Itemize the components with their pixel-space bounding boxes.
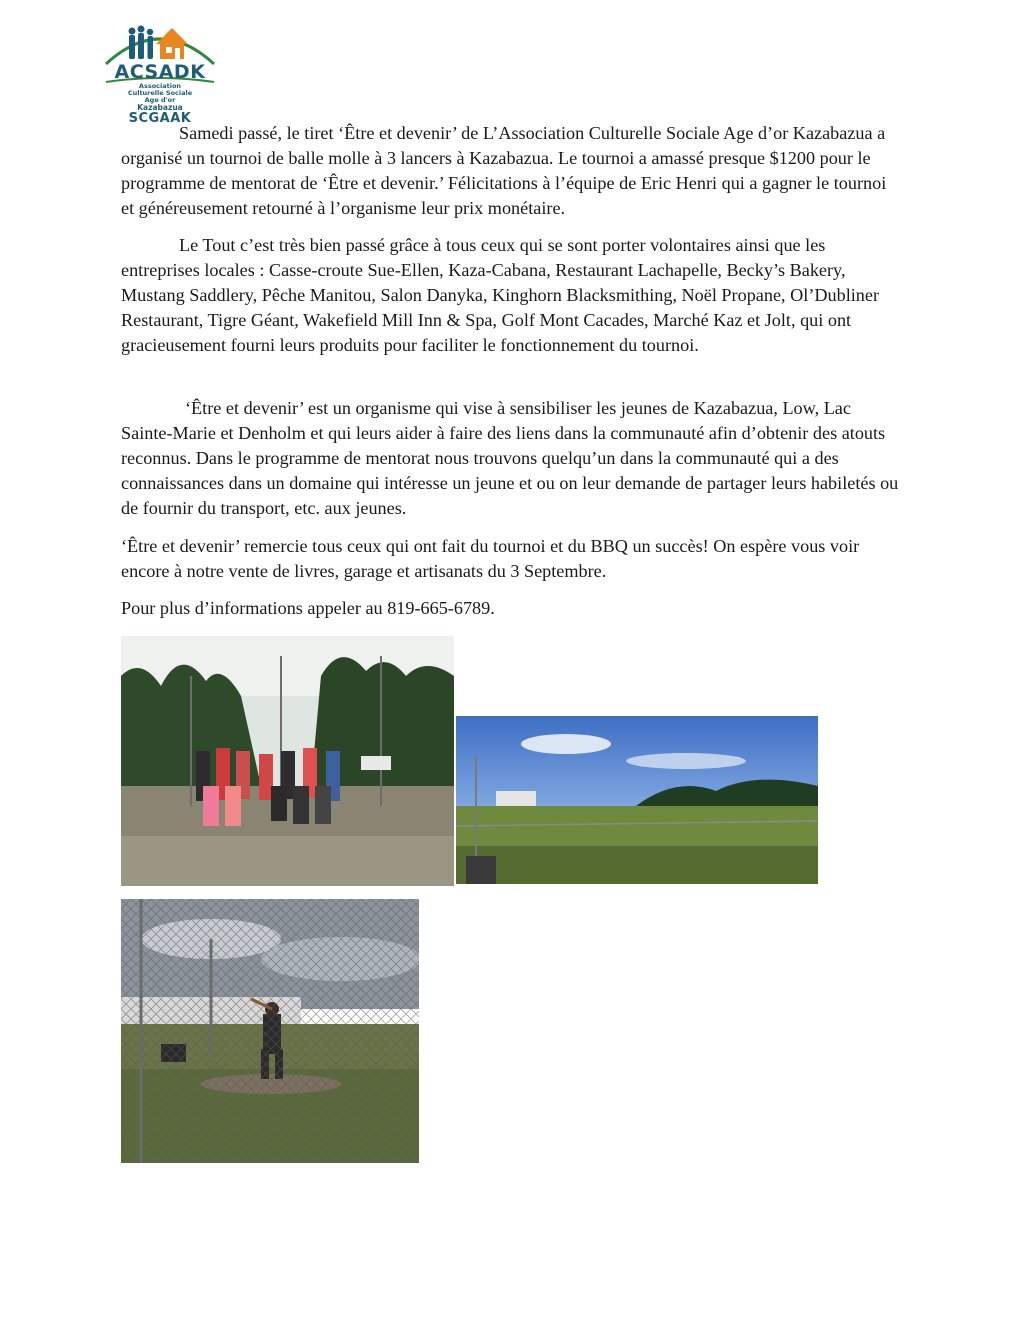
batter-photo bbox=[121, 899, 419, 1163]
logo-line: Association bbox=[138, 82, 182, 90]
logo-acronym: ACSADK bbox=[114, 61, 206, 83]
paragraph-organization bbox=[121, 396, 899, 521]
logo-line: Age d'or bbox=[144, 96, 176, 104]
field-panorama-image bbox=[456, 716, 818, 884]
organization-logo bbox=[100, 20, 220, 126]
paragraph-text: Le Tout c’est très bien passé grâce à tous ceux qui se sont porter volontaires ainsi que les entreprises locales : Casse-croute Sue-Ellen, Kaza-Cabana, Restaurant Lachapelle, Becky’s Bakery, Mustang Saddlery, Pêche Manitou, Salon Danyka, Kinghorn Blacksmithing, Noël Propane, Ol’Dubliner Restaurant, Tigre Géant, Wakefield Mill Inn & Spa, Golf Mont Cacades, Marché Kaz et Jolt, qui ont gracieusement fourni leurs produits pour faciliter le fonctionnement du tournoi. bbox=[121, 235, 880, 355]
team-photo-image bbox=[121, 636, 454, 886]
logo-line: Kazabazua bbox=[137, 103, 183, 112]
paragraph-sponsors bbox=[121, 233, 899, 358]
paragraph-text: ‘Être et devenir’ remercie tous ceux qui ont fait du tournoi et du BBQ un succès! On espère vous voir encore à notre vente de livres, garage et artisanats du 3 Septembre. bbox=[121, 536, 860, 581]
paragraph-text: Samedi passé, le tiret ‘Être et devenir’ de L’Association Culturelle Sociale Age d’or Kazabazua a organisé un tournoi de balle molle à 3 lancers à Kazabazua. Le tournoi a amassé presque $1200 pour le programme de mentorat de ‘Être et devenir.’ Félicitations à l’équipe de Eric Henri qui a gagner le tournoi et généreusement retourné à l’organisme leur prix monétaire. bbox=[121, 123, 887, 218]
paragraph-tournament bbox=[121, 121, 899, 221]
batter-image bbox=[121, 899, 419, 1163]
paragraph-thanks bbox=[121, 534, 899, 584]
team-photo bbox=[121, 636, 454, 886]
paragraph-text: Pour plus d’informations appeler au 819-665-6789. bbox=[121, 598, 495, 618]
logo-line: Culturelle Sociale bbox=[127, 89, 193, 97]
logo-acronym-secondary: SCGAAK bbox=[128, 111, 192, 126]
field-panorama-photo bbox=[456, 716, 818, 884]
paragraph-text: ‘Être et devenir’ est un organisme qui vise à sensibiliser les jeunes de Kazabazua, Low, Lac Sainte-Marie et Denholm et qui leurs aider à faire des liens dans la communauté afin d’obtenir des atouts reconnus. Dans le programme de mentorat nous trouvons quelqu’un dans la communauté qui a des connaissances dans un domaine qui intéresse un jeune et ou on leur demande de partager leurs habiletés ou de fournir du transport, etc. aux jeunes. bbox=[121, 398, 899, 518]
paragraph-contact bbox=[121, 596, 899, 621]
